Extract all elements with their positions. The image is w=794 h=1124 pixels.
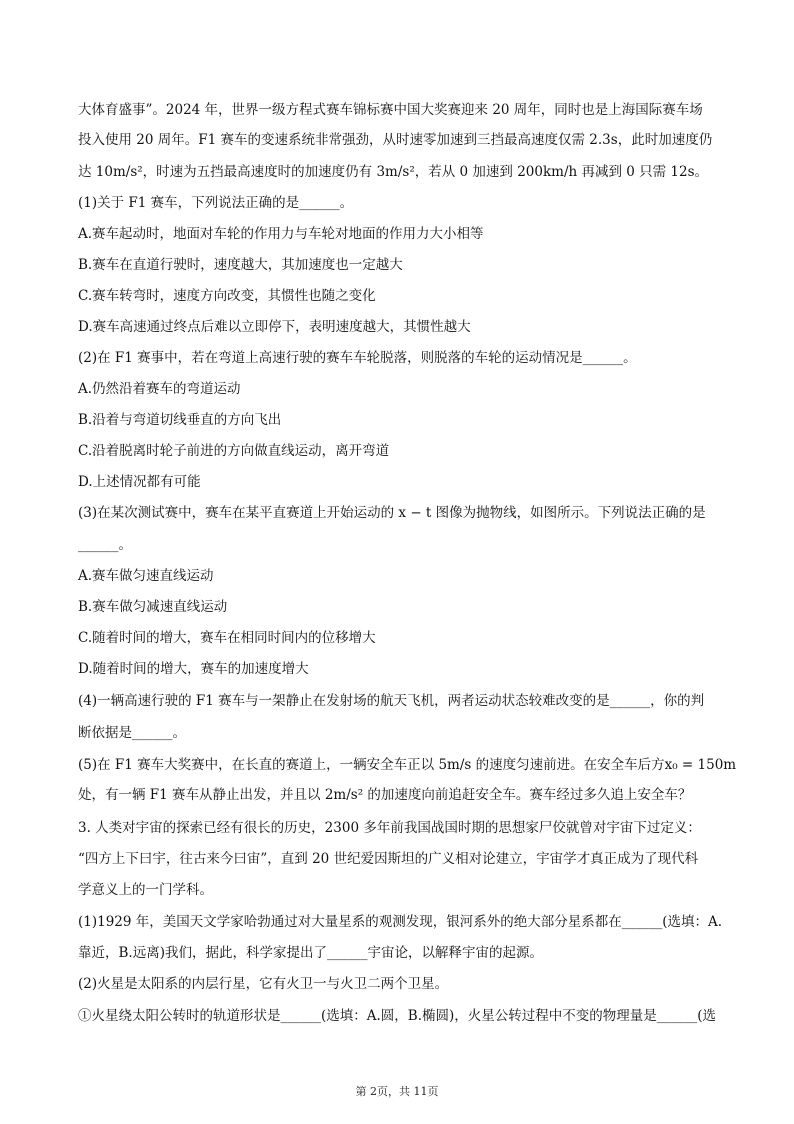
text-line: 断依据是______。 xyxy=(78,725,186,741)
page-footer: 第 2页，共 11页 xyxy=(355,1085,439,1098)
question-2: (2)火星是太阳系的内层行星，它有火卫一与火卫二两个卫星。 xyxy=(78,976,449,992)
text-line: 处，有一辆 F1 赛车从静止出发，并且以 2m/s² 的加速度向前追赶安全车。赛车经过多久追上安全车？ xyxy=(78,787,692,803)
option-c: C.随着时间的增大，赛车在相同时间内的位移增大 xyxy=(78,630,376,646)
question-4: (4)一辆高速行驶的 F1 赛车与一架静止在发射场的航天飞机，两者运动状态较难改变的是______，你的判 xyxy=(78,693,705,709)
text-line: “四方上下曰宇，往古来今曰宙”，直到 20 世纪爱因斯坦的广义相对论建立，宇宙学才真正成为了现代科 xyxy=(78,851,699,867)
text-line: 大体育盛事”。2024 年，世界一级方程式赛车锦标赛中国大奖赛迎来 20 周年，同时也是上海国际赛车场 xyxy=(78,102,703,118)
option-d: D.随着时间的增大，赛车的加速度增大 xyxy=(78,661,309,677)
problem-3-intro: 3. 人类对宇宙的探索已经有很长的历史，2300 多年前我国战国时期的思想家尸佼就曾对宇宙下过定义： xyxy=(78,820,701,836)
sub-question-1: ①火星绕太阳公转时的轨道形状是______(选填：A.圆，B.椭圆)，火星公转过程中不变的物理量是______(选 xyxy=(78,1008,717,1024)
option-a: A.赛车起动时，地面对车轮的作用力与车轮对地面的作用力大小相等 xyxy=(78,226,484,242)
option-a: A.仍然沿着赛车的弯道运动 xyxy=(78,381,241,397)
question-1: (1)1929 年，美国天文学家哈勃通过对大量星系的观测发现，银河系外的绝大部分星系都在______(选填：A. xyxy=(78,914,723,930)
text-line: 学意义上的一门学科。 xyxy=(78,882,213,898)
option-c: C.沿着脱离时轮子前进的方向做直线运动，离开弯道 xyxy=(78,443,390,459)
question-5: (5)在 F1 赛车大奖赛中，在长直的赛道上，一辆安全车正以 5m/s 的速度匀速前进。在安全车后方x₀ = 150m xyxy=(78,757,737,773)
question-1: (1)关于 F1 赛车，下列说法正确的是______。 xyxy=(78,195,354,211)
question-2: (2)在 F1 赛事中，若在弯道上高速行驶的赛车车轮脱落，则脱落的车轮的运动情况是______。 xyxy=(78,350,637,366)
option-b: B.赛车做匀减速直线运动 xyxy=(78,599,228,615)
option-b: B.赛车在直道行驶时，速度越大，其加速度也一定越大 xyxy=(78,257,403,273)
option-c: C.赛车转弯时，速度方向改变，其惯性也随之变化 xyxy=(78,288,376,304)
option-a: A.赛车做匀速直线运动 xyxy=(78,568,214,584)
text-line: 达 10m/s²，时速为五挡最高速度时的加速度仍有 3m/s²，若从 0 加速到 200km/h 再减到 0 只需 12s。 xyxy=(78,164,709,180)
option-b: B.沿着与弯道切线垂直的方向飞出 xyxy=(78,412,282,428)
option-d: D.赛车高速通过终点后难以立即停下，表明速度越大，其惯性越大 xyxy=(78,319,471,335)
text-line: 靠近，B.远离)我们，据此，科学家提出了______宇宙论，以解释宇宙的起源。 xyxy=(78,945,543,961)
question-3: (3)在某次测试赛中，赛车在某平直赛道上开始运动的 x − t 图像为抛物线，如图所示。下列说法正确的是 xyxy=(78,505,706,521)
text-line: 投入使用 20 周年。F1 赛车的变速系统非常强劲，从时速零加速到三挡最高速度仅需 2.3s，此时加速度仍 xyxy=(78,132,713,148)
text-line: ______。 xyxy=(78,537,132,553)
option-d: D.上述情况都有可能 xyxy=(78,474,201,490)
